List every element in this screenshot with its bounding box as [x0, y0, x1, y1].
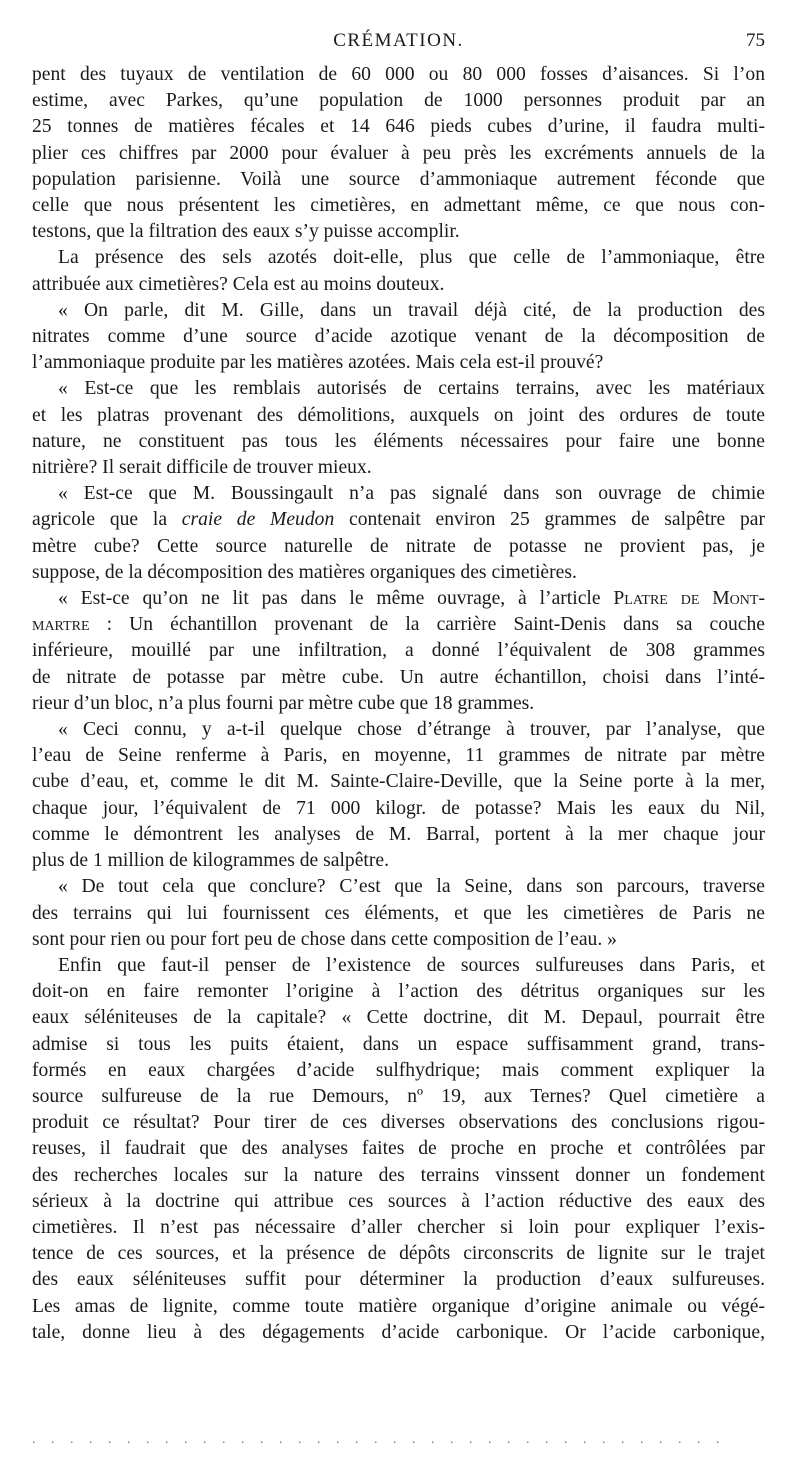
text-line: produit ce résultat? Pour tirer de ces diverses observations des conclusions rigou- — [32, 1112, 765, 1134]
text-line: tence de ces sources, et la présence de dépôts circonscrits de lignite sur le trajet — [32, 1243, 765, 1265]
text-line: doit-on en faire remonter l’origine à l’action des détritus organiques sur les — [32, 981, 765, 1003]
text-line: et les platras provenant des démolitions, auxquels on joint des ordures de toute — [32, 404, 765, 426]
text-line: sérieux à la doctrine qui attribue ces sources à l’action réductive des eaux des — [32, 1190, 765, 1212]
text-line: « Ceci connu, y a-t-il quelque chose d’étrange à trouver, par l’analyse, que — [58, 719, 765, 741]
text-line: nature, ne constituent pas tous les éléments nécessaires pour faire une bonne — [32, 430, 765, 452]
text-line: cube d’eau, et, comme le dit M. Sainte-Claire-Deville, que la Seine porte à la mer, — [32, 771, 765, 793]
text-line: pent des tuyaux de ventilation de 60 000 ou 80 000 fosses d’aisances. Si l’on — [32, 64, 765, 85]
text-line: « Est-ce que M. Boussingault n’a pas signalé dans son ouvrage de chimie — [58, 483, 765, 505]
book-page — [32, 28, 765, 1346]
text-line: nitrates comme d’une source d’acide azotique venant de la décomposition de — [32, 326, 765, 348]
text-line: chaque jour, l’équivalent de 71 000 kilogr. de potasse? Mais les eaux du Nil, — [32, 797, 765, 819]
text-line: sont pour rien ou pour fort peu de chose dans cette composition de l’eau. » — [32, 928, 617, 950]
text-line: l’eau de Seine renferme à Paris, en moyenne, 11 grammes de nitrate par mètre — [32, 745, 765, 767]
italic-phrase: craie de Meudon — [181, 509, 335, 531]
text-line: des eaux séléniteuses suffit pour déterminer la production d’eaux sulfureuses. — [32, 1269, 765, 1291]
text-line: admise si tous les puits étaient, dans un espace suffisamment grand, trans- — [32, 1033, 765, 1055]
text-line: source sulfureuse de la rue Demours, nº 19, aux Ternes? Quel cimetière a — [32, 1085, 765, 1107]
text-line: testons, que la filtration des eaux s’y puisse accomplir. — [32, 221, 460, 243]
text-line: reuses, il faudrait que des analyses faites de proche en proche et contrôlées par — [32, 1138, 765, 1160]
text-line: formés en eaux chargées d’acide sulfhydrique; mais comment expliquer la — [32, 1059, 765, 1081]
text-line: « Est-ce que les remblais autorisés de certains terrains, avec les matériaux — [58, 378, 765, 400]
text-line: celle que nous présentent les cimetières, en admettant même, ce que nous con- — [32, 195, 765, 217]
text-line: tale, donne lieu à des dégagements d’acide carbonique. Or l’acide carbonique, — [32, 1321, 765, 1343]
text-line: cimetières. Il n’est pas nécessaire d’aller chercher si loin pour expliquer l’exis- — [32, 1216, 765, 1238]
text-line: La présence des sels azotés doit-elle, plus que celle de l’ammoniaque, être — [58, 247, 765, 269]
text-line: mètre cube? Cette source naturelle de nitrate de potasse ne provient pas, je — [32, 535, 765, 557]
text-line: agricole que la craie de Meudon contenait environ 25 grammes de salpêtre par — [32, 509, 765, 531]
running-title: CRÉMATION. — [333, 30, 464, 51]
text-line: estime, avec Parkes, qu’une population de 1000 personnes produit par an — [32, 90, 765, 112]
text-line: inférieure, mouillé par une infiltration, a donné l’équivalent de 308 grammes — [32, 640, 765, 662]
text-line: population parisienne. Voilà une source d’ammoniaque autrement féconde que — [32, 168, 765, 190]
smallcaps-phrase: Platre de Mont- — [613, 588, 765, 610]
text-line: rieur d’un bloc, n’a plus fourni par mètre cube que 18 grammes. — [32, 692, 535, 714]
text-line: suppose, de la décomposition des matières organiques des cimetières. — [32, 561, 577, 583]
footer-dots: . . . . . . . . . . . . . . . . . . . . . . . . . . . . . . . . . . . . . — [32, 1432, 726, 1447]
text-line: des recherches locales sur la nature des terrains vinssent donner un fondement — [32, 1164, 765, 1186]
text-line: Les amas de lignite, comme toute matière organique d’origine animale ou végé- — [32, 1295, 765, 1317]
text-line: attribuée aux cimetières? Cela est au moins douteux. — [32, 273, 445, 295]
text-line: plus de 1 million de kilogrammes de salpêtre. — [32, 850, 389, 872]
text-line: l’ammoniaque produite par les matières azotées. Mais cela est-il prouvé? — [32, 352, 604, 374]
text-line: nitrière? Il serait difficile de trouver mieux. — [32, 457, 372, 479]
text-line: « Est-ce qu’on ne lit pas dans le même ouvrage, à l’article Platre de Mont- — [58, 588, 765, 610]
body-text — [32, 62, 765, 1346]
text-line: eaux séléniteuses de la capitale? « Cette doctrine, dit M. Depaul, pourrait être — [32, 1007, 765, 1029]
text-line: martre : Un échantillon provenant de la carrière Saint-Denis dans sa couche — [32, 614, 765, 636]
text-line: « On parle, dit M. Gille, dans un travail déjà cité, de la production des — [58, 299, 765, 321]
text-line: 25 tonnes de matières fécales et 14 646 pieds cubes d’urine, il faudra multi- — [32, 116, 765, 138]
running-header — [32, 28, 765, 62]
page-number: 75 — [746, 30, 765, 51]
text-line: « De tout cela que conclure? C’est que la Seine, dans son parcours, traverse — [58, 876, 765, 898]
text-line: comme le démontrent les analyses de M. Barral, portent à la mer chaque jour — [32, 823, 765, 845]
text-line: de nitrate de potasse par mètre cube. Un autre échantillon, choisi dans l’inté- — [32, 666, 765, 688]
text-line: Enfin que faut-il penser de l’existence de sources sulfureuses dans Paris, et — [58, 954, 765, 976]
smallcaps-phrase: martre — [32, 614, 90, 636]
text-line: plier ces chiffres par 2000 pour évaluer à peu près les excréments annuels de la — [32, 142, 765, 164]
text-line: des terrains qui lui fournissent ces éléments, et que les cimetières de Paris ne — [32, 902, 765, 924]
